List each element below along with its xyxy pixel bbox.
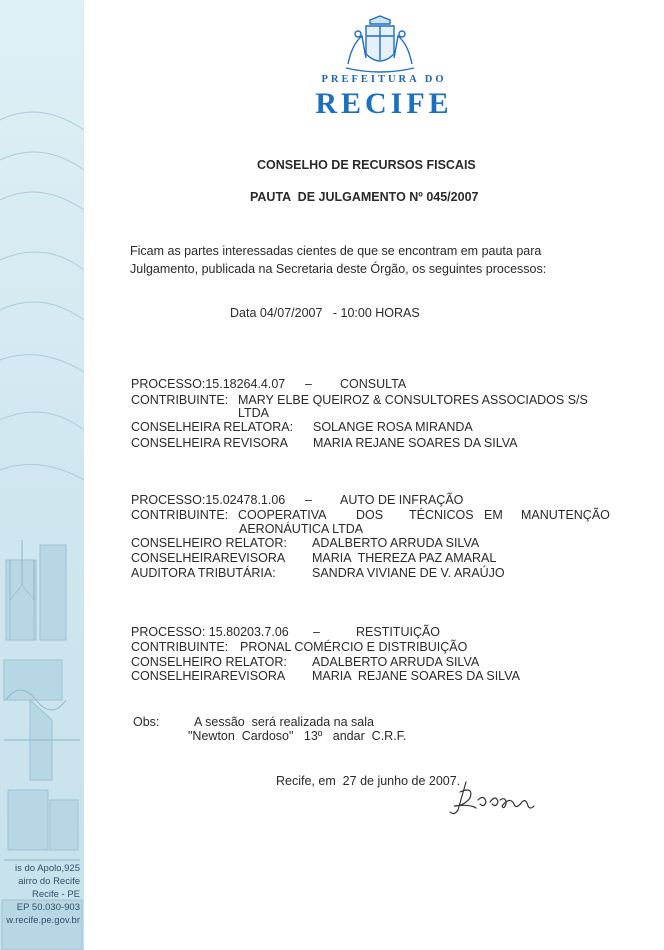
obs-text: "Newton Cardoso" 13º andar C.R.F. [188, 729, 407, 743]
address-line: w.recife.pe.gov.br [6, 915, 80, 926]
role-name: SANDRA VIVIANE DE V. ARAÚJO [312, 566, 505, 580]
contribuinte-name: MARY ELBE QUEIROZ & CONSULTORES ASSOCIADOS S/S [238, 393, 588, 407]
closing-date: Recife, em 27 de junho de 2007. [276, 774, 461, 788]
obs-label: Obs: [133, 715, 160, 729]
role-label: CONSELHEIRO RELATOR: [131, 536, 287, 550]
process-type: CONSULTA [340, 377, 407, 391]
address-line: airro do Recife [18, 876, 80, 887]
address-line: EP 50.030-903 [16, 902, 80, 913]
document-subtitle: PAUTA DE JULGAMENTO Nº 045/2007 [250, 190, 479, 204]
city-crest-icon [342, 14, 418, 76]
contribuinte-label: CONTRIBUINTE: [131, 393, 229, 407]
session-date: Data 04/07/2007 - 10:00 HORAS [230, 306, 420, 320]
process-dash: – [313, 625, 320, 639]
role-name: ADALBERTO ARRUDA SILVA [312, 536, 480, 550]
address-line: Recife - PE [31, 889, 80, 900]
process-number: PROCESSO:15.18264.4.07 [131, 377, 286, 391]
city-name-logo: RECIFE [315, 87, 453, 120]
contribuinte-word: MANUTENÇÃO [521, 508, 610, 522]
role-label: CONSELHEIRAREVISORA [131, 551, 286, 565]
contribuinte-name-cont: LTDA [238, 406, 270, 420]
contribuinte-word: COOPERATIVA [238, 508, 327, 522]
process-number: PROCESSO:15.02478.1.06 [131, 493, 286, 507]
role-label: AUDITORA TRIBUTÁRIA: [131, 566, 276, 580]
contribuinte-name-cont: AERONÁUTICA LTDA [239, 522, 364, 536]
contribuinte-label: CONTRIBUINTE: [131, 508, 229, 522]
obs-text: A sessão será realizada na sala [194, 715, 374, 729]
process-dash: – [305, 493, 312, 507]
document-title: CONSELHO DE RECURSOS FISCAIS [257, 158, 476, 172]
process-type: AUTO DE INFRAÇÃO [340, 493, 464, 507]
signature-icon [440, 776, 536, 820]
role-label: CONSELHEIRA REVISORA [131, 436, 288, 450]
address-line: is do Apolo,925 [15, 863, 80, 874]
process-type: RESTITUIÇÃO [356, 625, 441, 639]
role-name: MARIA REJANE SOARES DA SILVA [313, 436, 518, 450]
intro-line: Ficam as partes interessadas cientes de que se encontram em pauta para [130, 244, 542, 258]
role-name: ADALBERTO ARRUDA SILVA [312, 655, 480, 669]
role-name: SOLANGE ROSA MIRANDA [313, 420, 473, 434]
contribuinte-word: DOS [356, 508, 384, 522]
contribuinte-name: PRONAL COMÉRCIO E DISTRIBUIÇÃO [240, 640, 468, 654]
process-number: PROCESSO: 15.80203.7.06 [131, 625, 289, 639]
role-name: MARIA THEREZA PAZ AMARAL [312, 551, 497, 565]
role-label: CONSELHEIRO RELATOR: [131, 655, 287, 669]
decorative-sidebar [0, 0, 84, 950]
contribuinte-word: EM [484, 508, 503, 522]
contribuinte-label: CONTRIBUINTE: [131, 640, 229, 654]
role-label: CONSELHEIRA RELATORA: [131, 420, 294, 434]
intro-line: Julgamento, publicada na Secretaria deste Órgão, os seguintes processos: [130, 262, 547, 276]
role-name: MARIA REJANE SOARES DA SILVA [312, 669, 520, 683]
process-dash: – [305, 377, 312, 391]
city-skyline-watermark [0, 0, 84, 950]
prefeitura-label: PREFEITURA DO [321, 74, 447, 85]
address-block [0, 862, 80, 927]
role-label: CONSELHEIRAREVISORA [131, 669, 286, 683]
contribuinte-word: TÉCNICOS [409, 508, 474, 522]
